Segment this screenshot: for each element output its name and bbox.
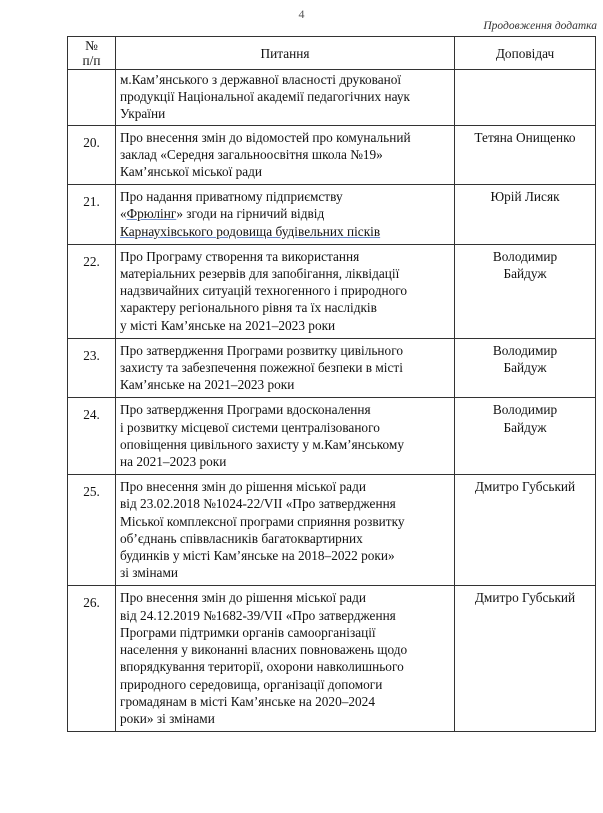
row-speaker: Володимир Байдуж (455, 244, 596, 338)
issue-line: природного середовища, організації допомоги (120, 676, 383, 692)
issue-line: від 24.12.2019 №1682-39/VII «Про затвердження (120, 607, 396, 623)
issue-line: оповіщення цивільного захисту у м.Кам’янському (120, 436, 404, 452)
issue-line: Про надання приватному підприємству (120, 189, 343, 205)
row-number (68, 70, 116, 126)
page-number: 4 (298, 7, 305, 21)
row-issue (116, 475, 455, 586)
issue-line: від 23.02.2018 №1024-22/VII «Про затвердження (120, 496, 396, 512)
issue-line: об’єднань співвласників багатоквартирних (120, 530, 363, 546)
row-speaker: Володимир Байдуж (455, 338, 596, 398)
table-row (68, 586, 596, 732)
issue-line: громадянам в місті Кам’янське на 2020–2024 (120, 693, 375, 709)
table-row (68, 244, 596, 338)
issue-line: матеріальних резервів для запобігання, ліквідації (120, 266, 400, 282)
issue-line: України (120, 106, 166, 122)
header-issue: Питання (116, 37, 455, 70)
row-issue (116, 244, 455, 338)
issue-line: Про внесення змін до рішення міської ради (120, 479, 366, 495)
issue-line: роки» зі змінами (120, 710, 215, 726)
row-number: 23. (68, 338, 116, 398)
issue-line: «Фрюлінг» згоди на гірничий відвід (120, 206, 325, 222)
issue-line: у місті Кам’янське на 2021–2023 роки (120, 317, 336, 333)
row-issue (116, 125, 455, 185)
issue-line: Карнаухівського родовища будівельних пісків (120, 223, 381, 239)
issue-line: Програми підтримки органів самоорганізації (120, 624, 376, 640)
issue-line: заклад «Середня загальноосвітня школа №19» (120, 146, 383, 162)
row-issue (116, 70, 455, 126)
table-header-row (68, 37, 596, 70)
row-speaker: Юрій Лисяк (455, 185, 596, 245)
agenda-table (67, 36, 596, 732)
row-issue (116, 586, 455, 732)
row-number: 21. (68, 185, 116, 245)
issue-line: Про затвердження Програми розвитку цивільного (120, 342, 403, 358)
issue-line: на 2021–2023 роки (120, 454, 227, 470)
issue-line: населення у виконанні власних повноважень щодо (120, 642, 408, 658)
issue-line: захисту та забезпечення пожежної безпеки в місті (120, 360, 403, 376)
issue-line: м.Кам’янського з державної власності друкованої (120, 72, 402, 87)
issue-line: Про Програму створення та використання (120, 248, 360, 264)
issue-line: надзвичайних ситуацій техногенного і природного (120, 283, 407, 299)
row-speaker: Дмитро Губський (455, 586, 596, 732)
row-speaker: Тетяна Онищенко (455, 125, 596, 185)
table-row (68, 398, 596, 475)
header-number: № п/п (68, 37, 116, 70)
row-issue (116, 185, 455, 245)
issue-line: Кам’янське на 2021–2023 роки (120, 377, 295, 393)
row-number: 25. (68, 475, 116, 586)
issue-line: Про внесення змін до рішення міської ради (120, 590, 366, 606)
row-number: 24. (68, 398, 116, 475)
table-row (68, 70, 596, 126)
issue-line: характеру регіонального рівня та їх наслідків (120, 300, 377, 316)
table-row (68, 185, 596, 245)
table-row (68, 475, 596, 586)
row-speaker: Володимир Байдуж (455, 398, 596, 475)
row-speaker (455, 70, 596, 126)
header-speaker: Доповідач (455, 37, 596, 70)
row-number: 20. (68, 125, 116, 185)
continuation-label: Продовження додатка (483, 20, 597, 32)
row-issue (116, 398, 455, 475)
issue-line: зі змінами (120, 565, 178, 581)
issue-line: Про затвердження Програми вдосконалення (120, 402, 371, 418)
issue-line: впорядкування території, охорони навколишнього (120, 659, 404, 675)
row-speaker: Дмитро Губський (455, 475, 596, 586)
issue-line: будинків у місті Кам’янське на 2018–2022 роки» (120, 548, 395, 564)
row-number: 26. (68, 586, 116, 732)
issue-line: продукції Національної академії педагогічних наук (120, 89, 410, 105)
table-row (68, 125, 596, 185)
issue-line: і розвитку місцевої системи централізованого (120, 419, 380, 435)
issue-line: Кам’янської міської ради (120, 164, 263, 180)
row-number: 22. (68, 244, 116, 338)
table-row (68, 338, 596, 398)
issue-line: Міської комплексної програми сприяння розвитку (120, 513, 405, 529)
row-issue (116, 338, 455, 398)
issue-line: Про внесення змін до відомостей про комунальний (120, 129, 411, 145)
